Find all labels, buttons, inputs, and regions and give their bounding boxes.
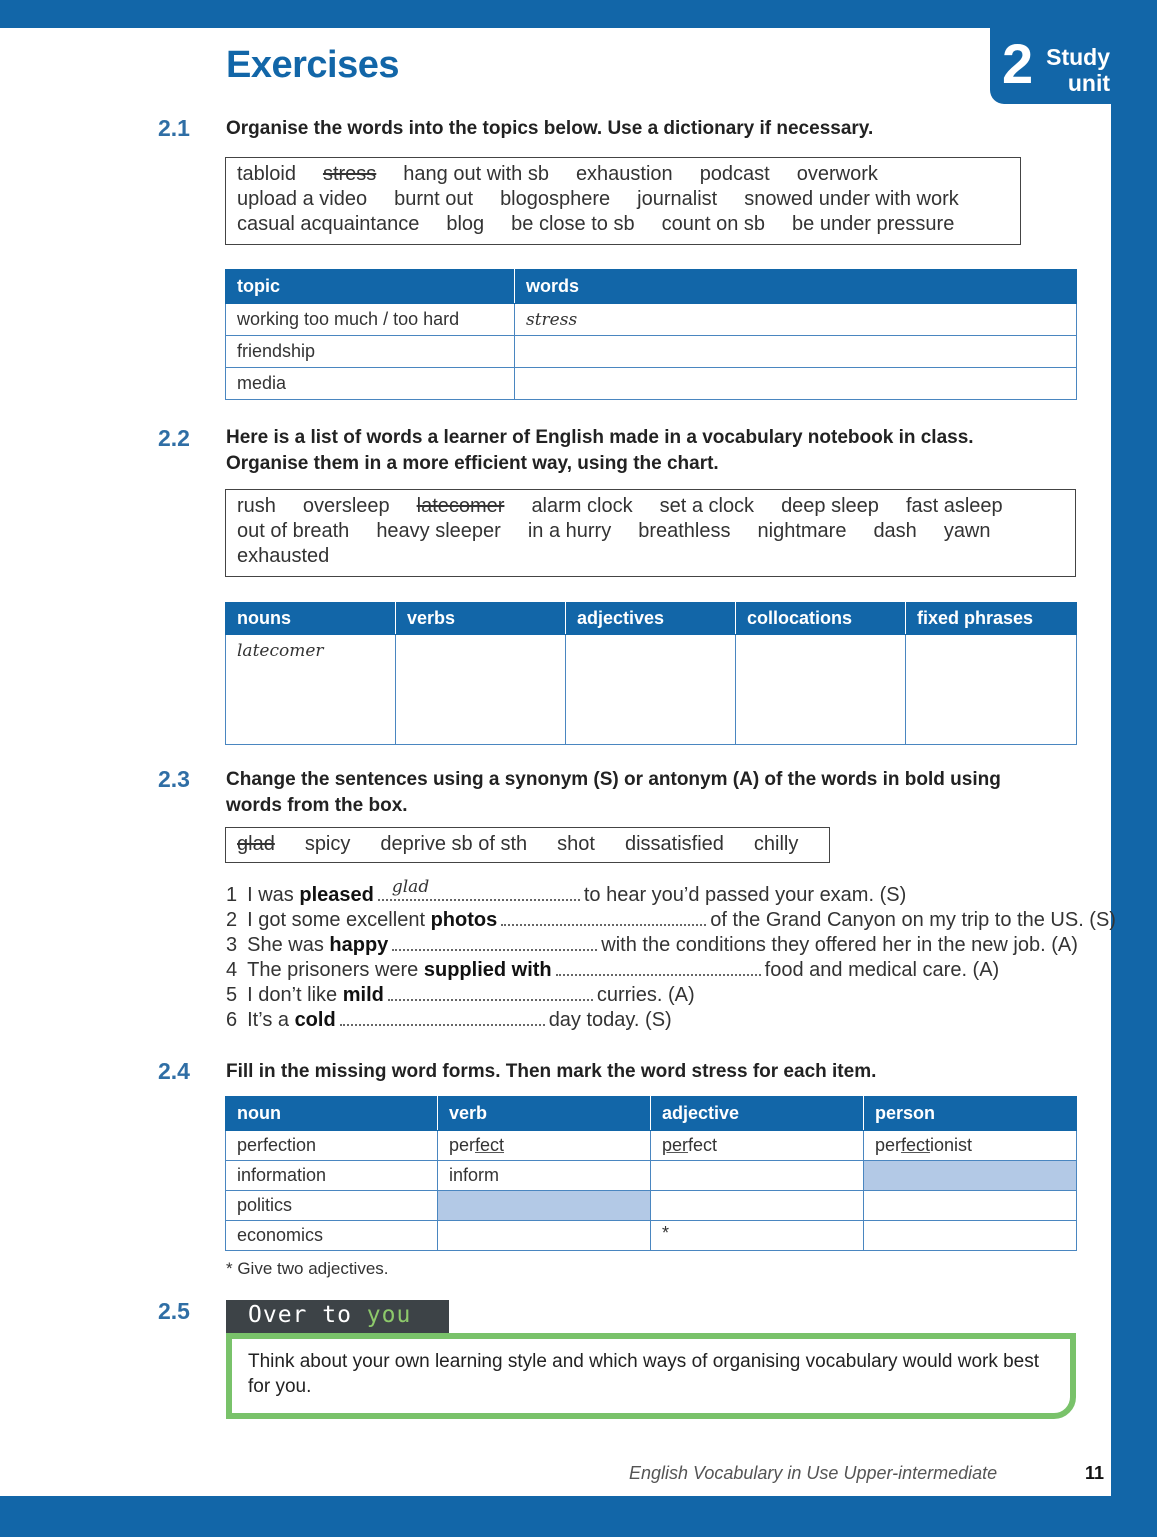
answer-blank[interactable] — [340, 1008, 545, 1026]
word-item: yawn — [943, 520, 991, 542]
word-item: fast asleep — [905, 495, 1003, 517]
sentence-text: The prisoners were — [247, 959, 424, 981]
form-cell[interactable] — [651, 1161, 864, 1191]
instruction-line: words from the box. — [226, 795, 408, 816]
sentence-text: food and medical care. (A) — [764, 959, 1000, 981]
sentence-text: day today. (S) — [548, 1009, 672, 1031]
sentence-text: She was — [247, 934, 330, 956]
word-item: stress — [322, 163, 377, 185]
stressed-syllable: per — [662, 1135, 689, 1155]
word-item: shot — [557, 833, 595, 855]
sentence-text: It’s a — [247, 1009, 295, 1031]
word-part: per — [449, 1135, 476, 1155]
word-item: latecomer — [416, 495, 505, 517]
column-header: adjective — [651, 1097, 864, 1131]
word-item: blog — [446, 213, 485, 235]
sentence-text: I was — [247, 884, 300, 906]
sentence-text: to hear you’d passed your exam. (S) — [583, 884, 907, 906]
column-header: nouns — [226, 603, 396, 635]
answer-blank[interactable] — [556, 958, 761, 976]
word-item: dissatisfied — [624, 833, 724, 855]
page-title: Exercises — [226, 44, 399, 86]
words-cell[interactable] — [515, 368, 1077, 400]
chart-cell[interactable] — [906, 635, 1077, 745]
word-line — [237, 212, 1009, 237]
column-header: topic — [226, 270, 515, 304]
bold-word: pleased — [299, 884, 374, 906]
unit-number: 2 — [1002, 32, 1034, 95]
sentence-number: 4 — [226, 959, 248, 981]
word-item: alarm clock — [531, 495, 633, 517]
unit-label-line-2: unit — [1067, 70, 1110, 96]
form-cell — [864, 1131, 1077, 1161]
word-item: set a clock — [659, 495, 755, 517]
word-line — [237, 832, 818, 857]
word-item: deprive sb of sth — [380, 833, 528, 855]
word-item: breathless — [638, 520, 731, 542]
word-item: dash — [873, 520, 917, 542]
exercise-instruction — [226, 767, 1046, 819]
word-forms-table — [225, 1096, 1077, 1251]
chart-cell[interactable] — [736, 635, 906, 745]
sentence-text: of the Grand Canyon on my trip to the US. (S) — [710, 909, 1116, 931]
chart-cell[interactable]: latecomer — [226, 635, 396, 745]
topic-cell: friendship — [226, 336, 515, 368]
bold-word: supplied with — [423, 959, 552, 981]
word-item: tabloid — [237, 163, 296, 185]
word-item: casual acquaintance — [237, 213, 420, 235]
sentence-number: 6 — [226, 1009, 248, 1031]
exercise-number: 2.1 — [158, 115, 190, 141]
answer-blank[interactable] — [501, 908, 706, 926]
study-unit-tab — [990, 24, 1115, 104]
form-cell[interactable] — [651, 1191, 864, 1221]
sentence-item — [226, 933, 1078, 958]
page-number: 11 — [1085, 1463, 1105, 1483]
stressed-syllable: fect — [901, 1135, 931, 1155]
shaded-cell — [864, 1161, 1077, 1191]
word-item: glad — [237, 833, 275, 855]
form-cell: perfection — [226, 1131, 438, 1161]
answer-blank[interactable] — [378, 877, 580, 901]
exercise-instruction — [226, 425, 1046, 477]
exercise-number: 2.4 — [158, 1058, 190, 1084]
column-header: person — [864, 1097, 1077, 1131]
tab-text: Over to — [248, 1302, 352, 1328]
bold-word: mild — [342, 984, 384, 1006]
bottom-border — [0, 1496, 1157, 1537]
column-header: verbs — [396, 603, 566, 635]
word-line — [237, 519, 1064, 544]
answer-blank[interactable] — [392, 933, 597, 951]
top-border — [0, 0, 1157, 28]
shaded-cell — [438, 1191, 651, 1221]
exercise-instruction: Fill in the missing word forms. Then mark the word stress for each item. — [226, 1061, 877, 1082]
form-cell: economics — [226, 1221, 438, 1251]
word-line — [237, 187, 1009, 212]
sentence-item — [226, 958, 999, 983]
topic-table — [225, 269, 1077, 400]
word-item: in a hurry — [527, 520, 612, 542]
sentence-number: 2 — [226, 909, 248, 931]
form-cell[interactable] — [864, 1221, 1077, 1251]
form-cell[interactable]: * — [651, 1221, 864, 1251]
sentence-text: I don’t like — [247, 984, 343, 1006]
word-line — [237, 162, 1009, 187]
word-box — [225, 489, 1076, 577]
sentence-number: 1 — [226, 884, 248, 906]
bold-word: cold — [294, 1009, 336, 1031]
instruction-line: Change the sentences using a synonym (S) or antonym (A) of the words in bold using — [226, 769, 1001, 790]
stressed-syllable: fect — [475, 1135, 505, 1155]
word-part: per — [875, 1135, 902, 1155]
word-item: deep sleep — [781, 495, 879, 517]
word-part: ionist — [930, 1135, 973, 1155]
exercise-number: 2.2 — [158, 425, 190, 451]
right-border — [1111, 0, 1157, 1537]
bold-word: happy — [329, 934, 389, 956]
word-item: spicy — [304, 833, 351, 855]
sentence-item — [226, 1008, 672, 1033]
word-item: chilly — [753, 833, 799, 855]
chart-cell[interactable] — [566, 635, 736, 745]
answer-blank[interactable] — [388, 983, 593, 1001]
word-item: out of breath — [237, 520, 350, 542]
word-item: count on sb — [661, 213, 766, 235]
word-item: overwork — [796, 163, 878, 185]
word-item: rush — [237, 495, 276, 517]
form-cell: inform — [438, 1161, 651, 1191]
column-header: collocations — [736, 603, 906, 635]
instruction-line: Here is a list of words a learner of English made in a vocabulary notebook in class. — [226, 427, 974, 448]
unit-label — [1042, 44, 1110, 96]
word-item: blogosphere — [500, 188, 611, 210]
form-cell: politics — [226, 1191, 438, 1221]
sentence-item — [226, 908, 1116, 933]
word-item: journalist — [637, 188, 718, 210]
word-item: oversleep — [302, 495, 390, 517]
instruction-line: Organise them in a more efficient way, using the chart. — [226, 453, 719, 474]
word-item: exhausted — [237, 545, 330, 567]
topic-cell: media — [226, 368, 515, 400]
column-header: noun — [226, 1097, 438, 1131]
over-to-you-tab — [226, 1300, 449, 1334]
word-item: be close to sb — [511, 213, 635, 235]
word-line — [237, 494, 1064, 519]
exercise-instruction: Organise the words into the topics below. Use a dictionary if necessary. — [226, 118, 874, 139]
form-cell: information — [226, 1161, 438, 1191]
word-chart — [225, 602, 1077, 745]
word-part: fect — [688, 1135, 718, 1155]
chart-cell[interactable] — [396, 635, 566, 745]
over-to-you-text: Think about your own learning style and which ways of organising vocabulary would work best for you. — [248, 1351, 1040, 1397]
word-line — [237, 544, 1064, 569]
words-cell[interactable]: stress — [515, 304, 1077, 336]
sentence-number: 5 — [226, 984, 248, 1006]
over-to-you-box — [226, 1333, 1076, 1419]
sentence-item — [226, 877, 907, 908]
word-box — [225, 157, 1021, 245]
unit-label-line-1: Study — [1046, 44, 1110, 70]
column-header: words — [515, 270, 1077, 304]
word-item: exhaustion — [575, 163, 673, 185]
footnote: * Give two adjectives. — [226, 1259, 389, 1278]
column-header: verb — [438, 1097, 651, 1131]
example-answer: glad — [391, 877, 430, 897]
sentence-item — [226, 983, 695, 1008]
form-cell — [651, 1131, 864, 1161]
word-item: heavy sleeper — [376, 520, 501, 542]
form-cell — [438, 1131, 651, 1161]
word-item: be under pressure — [792, 213, 955, 235]
word-item: upload a video — [237, 188, 368, 210]
column-header: adjectives — [566, 603, 736, 635]
sentence-text: curries. (A) — [596, 984, 695, 1006]
word-item: nightmare — [757, 520, 847, 542]
form-cell[interactable] — [438, 1221, 651, 1251]
sentence-text: I got some excellent — [247, 909, 431, 931]
book-title: English Vocabulary in Use Upper-intermediate — [629, 1463, 998, 1483]
column-header: fixed phrases — [906, 603, 1077, 635]
word-item: burnt out — [394, 188, 474, 210]
word-box — [225, 827, 830, 863]
bold-word: photos — [430, 909, 498, 931]
word-item: snowed under with work — [744, 188, 959, 210]
topic-cell: working too much / too hard — [226, 304, 515, 336]
word-item: hang out with sb — [403, 163, 549, 185]
tab-text-highlight: you — [366, 1302, 412, 1328]
form-cell[interactable] — [864, 1191, 1077, 1221]
words-cell[interactable] — [515, 336, 1077, 368]
sentence-number: 3 — [226, 934, 248, 956]
exercise-number: 2.5 — [158, 1298, 190, 1324]
sentence-text: with the conditions they offered her in the new job. (A) — [601, 934, 1078, 956]
word-item: podcast — [699, 163, 770, 185]
exercise-number: 2.3 — [158, 766, 190, 792]
